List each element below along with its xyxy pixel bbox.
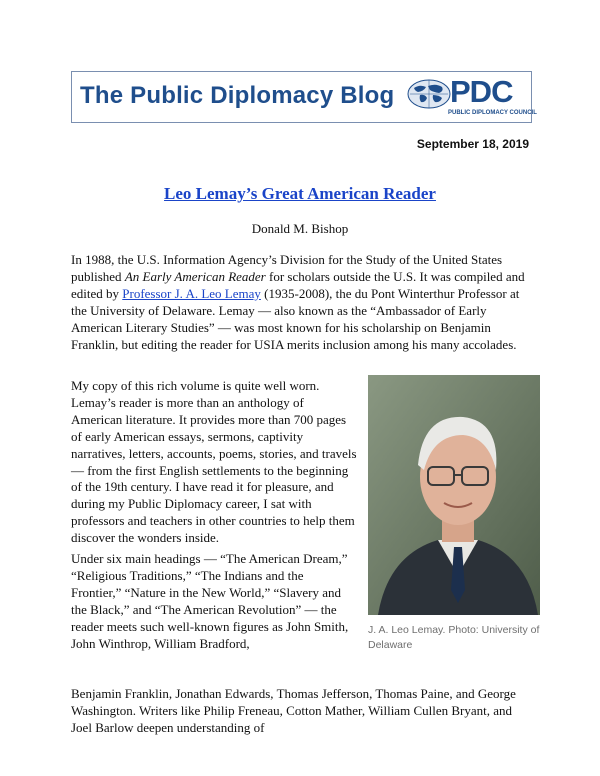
photo-caption: J. A. Leo Lemay. Photo: University of Delaware [368, 624, 540, 651]
logo-text: PDC [450, 74, 513, 109]
portrait-photo [368, 375, 540, 615]
professor-link[interactable]: Professor J. A. Leo Lemay [122, 285, 261, 301]
blog-title: The Public Diplomacy Blog [80, 82, 395, 109]
paragraph-3: Under six main headings — “The American Dream,” “Religious Traditions,” “The Indians and the Frontier,” “Nature in the New World,” “Slavery and the Black,” and “The American Revolution” — the reader meets such well-known figures as John Smith, John Winthrop, William Bradford, [71, 551, 349, 651]
portrait-image [368, 375, 540, 615]
paragraph-1 [71, 252, 531, 353]
byline: Donald M. Bishop [251, 221, 349, 236]
paragraph-2: My copy of this rich volume is quite well worn. Lemay’s reader is more than an anthology of American literature. It provides more than 700 pages of early American essays, sermons, captivity narratives, letters, accounts, poems, stories, and travels — from the first English settlements to the beginning of the 19th century. I have read it for pleasure, and during my Public Diplomacy career, I sat with professors and teachers in other countries to help them discover the wonders inside. [71, 378, 357, 546]
article-headline [0, 184, 600, 204]
post-date: September 18, 2019 [416, 137, 529, 151]
paragraph-1-text: In 1988, the U.S. Information Agency’s Division for the Study of the United States published [71, 252, 503, 284]
book-title: An Early American Reader [124, 268, 266, 284]
headline-link[interactable]: Leo Lemay’s Great American Reader [164, 184, 436, 203]
globe-icon [406, 78, 452, 110]
logo-subtext: PUBLIC DIPLOMACY COUNCIL [448, 110, 537, 116]
paragraph-3-continued: Benjamin Franklin, Jonathan Edwards, Thomas Jefferson, Thomas Paine, and George Washington. Writers like Philip Freneau, Cotton Mather, William Cullen Bryant, and Joel Barlow deepen understanding of [71, 686, 516, 735]
paragraph-1-text-2: for scholars outside the U.S. It was compiled and edited by [71, 268, 525, 301]
blog-banner [71, 71, 537, 123]
pdc-logo [406, 74, 537, 120]
paragraph-1-text-3: (1935-2008), the du Pont Winterthur Professor at the University of Delaware. Lemay — also known as the “Ambassador of Early American Literary Studies” — was most known for his scholarship on Benjamin Franklin, but editing the reader for USIA merits inclusion among his many accolades. [71, 285, 520, 352]
